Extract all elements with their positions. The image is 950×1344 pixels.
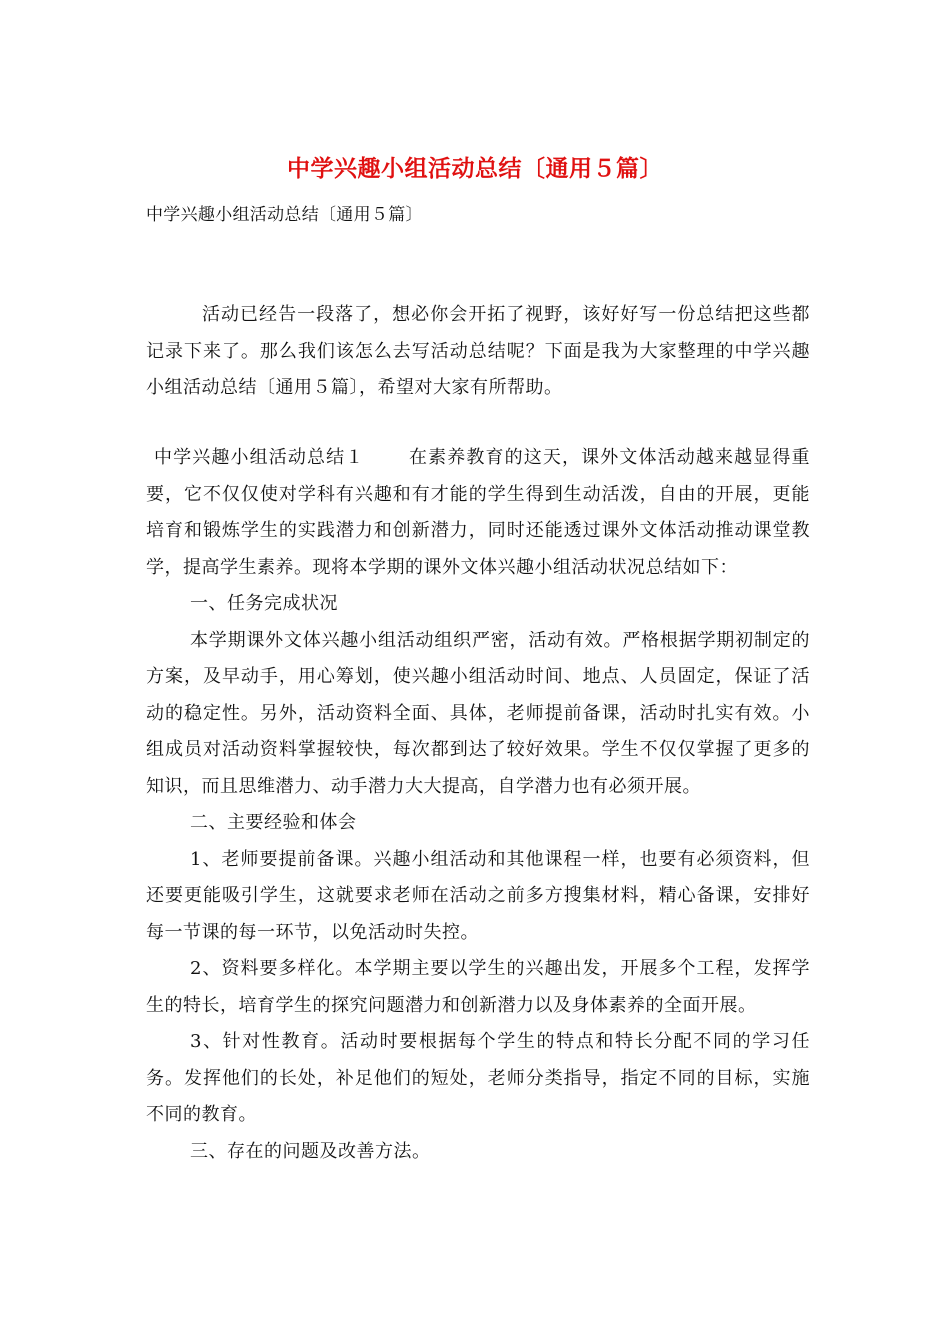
paragraph-prepare-lessons: 1、老师要提前备课。兴趣小组活动和其他课程一样，也要有必须资料，但还要更能吸引学生，这就要求老师在活动之前多方搜集材料，精心备课，安排好每一节课的每一环节，以免活动时失控。: [146, 848, 810, 943]
document-title: 中学兴趣小组活动总结〔通用５篇〕: [287, 155, 663, 182]
paragraph-targeted-education: 3、针对性教育。活动时要根据每个学生的特点和特长分配不同的学习任务。发挥他们的长处，补足他们的短处，老师分类指导，指定不同的目标，实施不同的教育。: [146, 1031, 810, 1125]
section-heading: 中学兴趣小组活动总结１: [154, 447, 365, 468]
section-lead-text: 在素养教育的这天，课外文体活动越来越显得重要，它不仅仅使对学科有兴趣和有才能的学生得到生动活泼，自由的开展，更能培育和锻炼学生的实践潜力和创新潜力，同时还能透过课外文体活动推动课堂教学，提高学生素养。现将本学期的课外文体兴趣小组活动状况总结如下：: [146, 447, 810, 578]
paragraph-task-status: 本学期课外文体兴趣小组活动组织严密，活动有效。严格根据学期初制定的方案，及早动手，用心筹划，使兴趣小组活动时间、地点、人员固定，保证了活动的稳定性。另外，活动资料全面、具体，老师提前备课，活动时扎实有效。小组成员对活动资料掌握较快，每次都到达了较好效果。学生不仅仅掌握了更多的知识，而且思维潜力、动手潜力大大提高，自学潜力也有必须开展。: [146, 629, 810, 797]
paragraph-diverse-content: 2、资料要多样化。本学期主要以学生的兴趣出发，开展多个工程，发挥学生的特长，培育学生的探究问题潜力和创新潜力以及身体素养的全面开展。: [146, 958, 810, 1016]
intro-paragraph: 活动已经告一段落了，想必你会开拓了视野，该好好写一份总结把这些都记录下来了。那么我们该怎么去写活动总结呢？下面是我为大家整理的中学兴趣小组活动总结〔通用５篇〕，希望对大家有所帮助。: [146, 304, 810, 398]
heading-experience: 二、主要经验和体会: [190, 812, 357, 833]
intro-block: [146, 297, 810, 407]
document-subtitle: 中学兴趣小组活动总结〔通用５篇〕: [146, 205, 423, 225]
main-body: [146, 440, 810, 1170]
heading-task-status: 一、任务完成状况: [190, 593, 338, 614]
heading-problems: 三、存在的问题及改善方法。: [190, 1140, 431, 1162]
section1-paragraph: [146, 440, 810, 586]
